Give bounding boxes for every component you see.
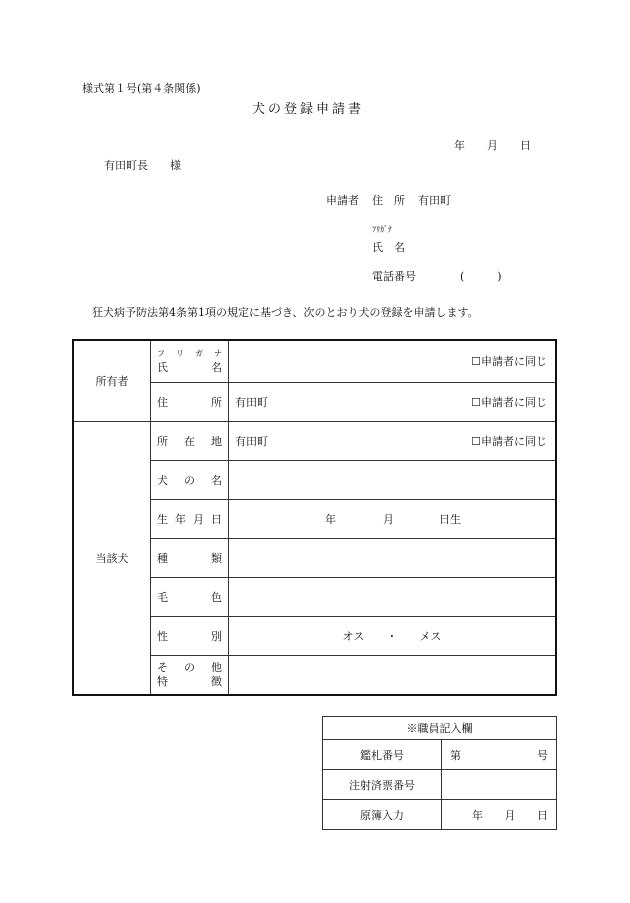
registration-table	[72, 339, 557, 696]
ledger-year-unit: 年	[472, 808, 483, 822]
owner-name-field[interactable]	[229, 340, 557, 382]
dog-location-label: 所 在 地	[151, 421, 229, 460]
ledger-month-unit: 月	[504, 808, 516, 822]
applicant-label: 申請者	[326, 194, 359, 207]
birth-day-unit: 日生	[439, 512, 461, 526]
dog-location-row	[73, 421, 556, 460]
form-title: 犬の登録申請書	[252, 102, 365, 117]
dog-sex-field[interactable]	[229, 616, 557, 655]
birth-year-unit: 年	[325, 512, 336, 526]
dog-birthdate-field[interactable]	[229, 499, 557, 538]
dog-group-label: 当該犬	[73, 421, 151, 695]
applicant-phone-value[interactable]: ( )	[460, 270, 502, 283]
dog-other-label-2: 特 徴	[157, 674, 222, 688]
ledger-day-unit: 日	[537, 808, 548, 822]
dog-coat-field[interactable]	[229, 577, 557, 616]
dog-location-same-checkbox[interactable]: ☐申請者に同じ	[471, 434, 547, 448]
owner-address-label: 住 所	[151, 382, 229, 421]
applicant-address-label: 住 所	[372, 194, 405, 207]
dog-sex-options[interactable]: オス ・ メス	[342, 629, 442, 643]
owner-address-same-checkbox[interactable]: ☐申請者に同じ	[471, 395, 547, 409]
dog-name-label: 犬 の 名	[151, 460, 229, 499]
ledger-entry-field[interactable]	[442, 800, 557, 830]
addressee: 有田町長 様	[104, 159, 181, 172]
dog-other-field[interactable]	[229, 655, 557, 695]
applicant-phone-label: 電話番号	[372, 270, 416, 283]
tag-number-label: 鑑札番号	[323, 740, 442, 770]
injection-number-field[interactable]	[442, 770, 557, 800]
dog-location-field[interactable]	[229, 421, 557, 460]
tag-number-field[interactable]	[442, 740, 557, 770]
date-field[interactable]: 年 月 日	[454, 139, 531, 152]
owner-address-value: 有田町	[235, 395, 268, 409]
dog-other-label-1: そ の 他	[157, 660, 222, 674]
dog-name-field[interactable]	[229, 460, 557, 499]
owner-furigana-label: フ リ ガ ナ	[157, 349, 222, 359]
tag-number-prefix: 第	[450, 748, 461, 762]
applicant-name-label: 氏 名	[372, 241, 405, 254]
dog-breed-label: 種 類	[151, 538, 229, 577]
owner-name-row	[73, 340, 556, 382]
owner-name-same-checkbox[interactable]: ☐申請者に同じ	[471, 355, 547, 369]
statement: 狂犬病予防法第4条第1項の規定に基づき、次のとおり犬の登録を申請します。	[92, 306, 479, 319]
owner-name-label: 氏 名	[157, 361, 222, 375]
dog-location-value: 有田町	[235, 434, 268, 448]
staff-title: ※職員記入欄	[323, 717, 557, 740]
ledger-entry-label: 原簿入力	[323, 800, 442, 830]
injection-number-label: 注射済票番号	[323, 770, 442, 800]
applicant-furigana-label: ﾌﾘｶﾞﾅ	[372, 225, 392, 234]
dog-coat-label: 毛 色	[151, 577, 229, 616]
tag-number-suffix: 号	[537, 748, 548, 762]
owner-address-field[interactable]	[229, 382, 557, 421]
applicant-address-value[interactable]: 有田町	[418, 194, 451, 207]
staff-table	[322, 716, 557, 830]
form-number: 様式第１号(第４条関係)	[82, 82, 201, 95]
owner-group-label: 所有者	[73, 340, 151, 421]
dog-sex-label: 性 別	[151, 616, 229, 655]
dog-birthdate-label: 生 年 月 日	[151, 499, 229, 538]
dog-breed-field[interactable]	[229, 538, 557, 577]
birth-month-unit: 月	[383, 512, 394, 526]
